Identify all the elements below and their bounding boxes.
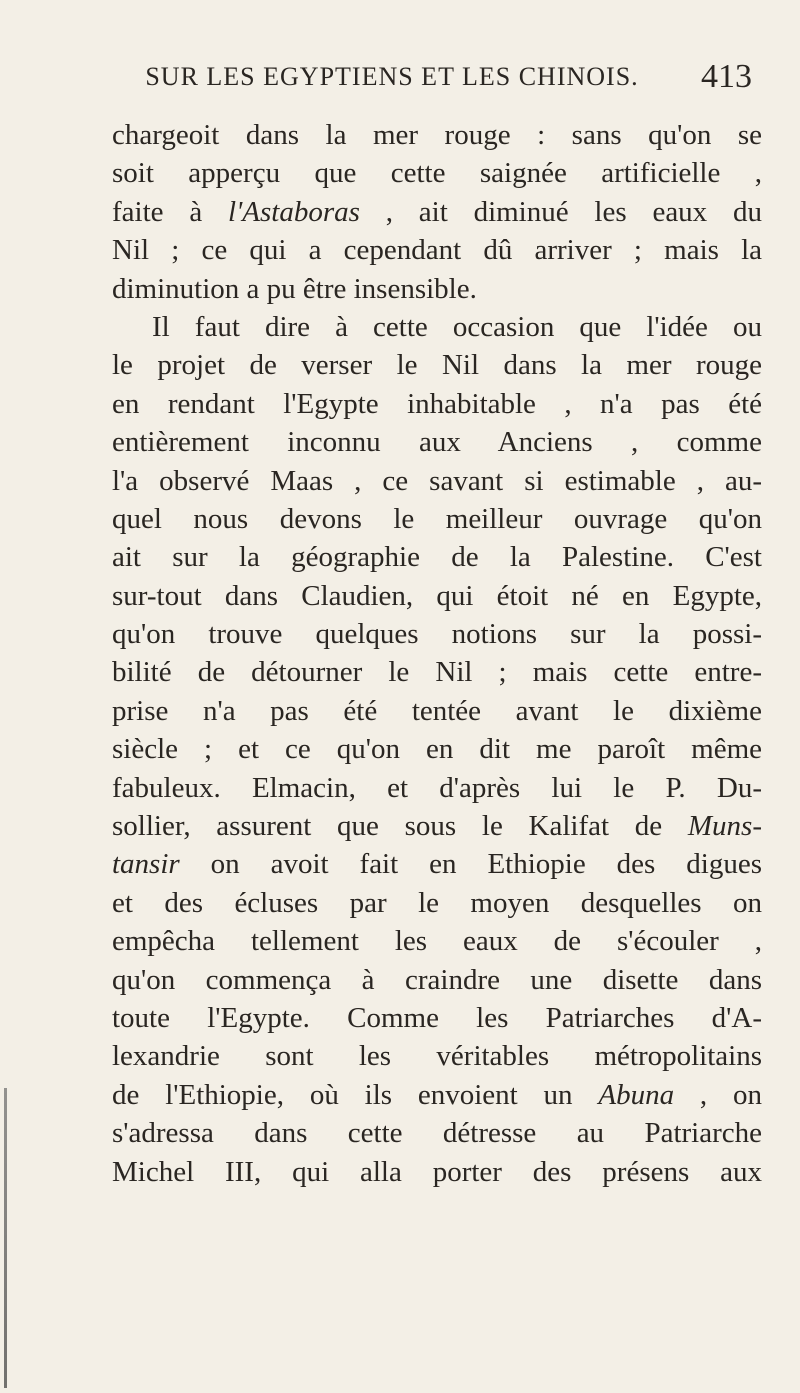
text-line: empêcha tellement les eaux de s'écouler ,	[112, 925, 762, 958]
text-line: sur-tout dans Claudien, qui étoit né en Egypte,	[112, 579, 762, 612]
text-line: diminution a pu être insensible.	[112, 272, 477, 305]
binding-shadow	[4, 1088, 7, 1388]
text-line: Nil ; ce qui a cependant dû arriver ; mais la	[112, 234, 762, 267]
text-line: siècle ; et ce qu'on en dit me paroît même	[112, 733, 762, 766]
italic-name: tansir	[112, 848, 180, 881]
text-line: fabuleux. Elmacin, et d'après lui le P. Du-	[112, 771, 762, 804]
page-header	[112, 58, 752, 102]
text-line: l'a observé Maas , ce savant si estimable , au-	[112, 464, 762, 497]
text-line: entièrement inconnu aux Anciens , comme	[112, 426, 762, 459]
text-line: bilité de détourner le Nil ; mais cette entre-	[112, 656, 762, 689]
italic-name: l'Astaboras	[228, 195, 360, 228]
text-line: et des écluses par le moyen desquelles on	[112, 886, 762, 919]
paragraph-start-line: Il faut dire à cette occasion que l'idée ou	[152, 310, 762, 343]
text-line: lexandrie sont les véritables métropolitains	[112, 1040, 762, 1073]
text-line: quel nous devons le meilleur ouvrage qu'on	[112, 502, 762, 535]
page-number: 413	[701, 58, 752, 95]
italic-name: Muns-	[687, 810, 762, 843]
text-line: prise n'a pas été tentée avant le dixième	[112, 694, 762, 727]
running-head: SUR LES EGYPTIENS ET LES CHINOIS.	[145, 62, 639, 91]
text-line: tansir on avoit fait en Ethiopie des digues	[112, 848, 762, 881]
text-line: Michel III, qui alla porter des présens aux	[112, 1155, 762, 1188]
text-line: qu'on trouve quelques notions sur la possi-	[112, 618, 762, 651]
text-line: en rendant l'Egypte inhabitable , n'a pas été	[112, 387, 762, 420]
text-line: chargeoit dans la mer rouge : sans qu'on se	[112, 119, 762, 151]
text-line: soit apperçu que cette saignée artificielle ,	[112, 157, 762, 190]
text-line: faite à l'Astaboras , ait diminué les eaux du	[112, 195, 762, 228]
text-line: ait sur la géographie de la Palestine. C'est	[112, 541, 762, 574]
text-line: le projet de verser le Nil dans la mer rouge	[112, 349, 762, 382]
text-line: qu'on commença à craindre une disette dans	[112, 963, 762, 996]
italic-name: Abuna	[598, 1078, 675, 1111]
text-line: sollier, assurent que sous le Kalifat de Muns-	[112, 810, 762, 843]
text-line: toute l'Egypte. Comme les Patriarches d'A-	[112, 1001, 762, 1034]
text-line: s'adressa dans cette détresse au Patriarche	[112, 1117, 762, 1150]
body-text	[112, 116, 762, 1191]
text-line: de l'Ethiopie, où ils envoient un Abuna , on	[112, 1078, 763, 1111]
